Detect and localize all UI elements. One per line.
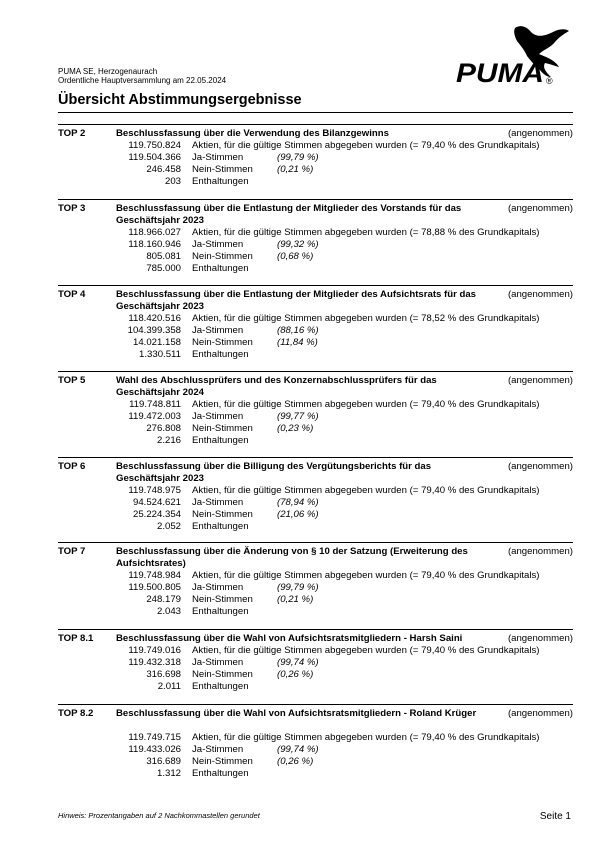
vote-count: 276.808 [146,423,181,434]
abstentions-row [58,768,573,780]
agenda-item-id: TOP 7 [58,546,86,557]
yes-votes-row [58,582,573,594]
valid-votes-row [58,227,573,239]
agenda-item-status: (angenommen) [507,461,573,472]
abstentions-row [58,263,573,275]
vote-label [192,164,253,176]
agenda-item-title: Beschlussfassung über die Änderung von § 10 der Satzung (Erweiterung des Aufsichtsrates) [116,546,468,569]
vote-label [192,435,249,447]
vote-count: 785.000 [146,263,181,274]
vote-percentage: (99,74 %) [277,744,319,755]
company-name: PUMA SE, Herzogenaurach [58,67,158,76]
agenda-item-status: (angenommen) [507,289,573,300]
vote-count: 2.043 [156,606,181,617]
vote-label-text: Ja-Stimmen [192,657,244,668]
vote-label [192,337,253,349]
section-divider [58,704,573,705]
vote-count: 119.432.318 [128,657,181,668]
share-capital-note: (= 79,40 % des Grundkapitals) [409,485,540,496]
vote-count: 316.698 [146,669,181,680]
vote-label-text: Aktien, für die gültige Stimmen abgegeben wurden [192,313,407,324]
share-capital-note: (= 79,40 % des Grundkapitals) [409,645,540,656]
vote-label [192,325,243,337]
vote-label [192,263,249,275]
vote-count: 203 [164,176,181,187]
vote-percentage: (99,77 %) [277,411,319,422]
vote-label-text: Nein-Stimmen [192,669,253,680]
agenda-item-title: Beschlussfassung über die Entlastung der Mitglieder des Vorstands für das Geschäftsjahr 2023 [116,203,462,226]
vote-label [192,669,253,681]
vote-label-text: Nein-Stimmen [192,164,253,175]
abstentions-row [58,521,573,533]
vote-count: 1.312 [156,768,181,779]
no-votes-row [58,164,573,176]
vote-percentage: (99,79 %) [277,152,319,163]
vote-label-text: Aktien, für die gültige Stimmen abgegeben wurden [192,570,407,581]
vote-label-text: Ja-Stimmen [192,152,244,163]
vote-count: 119.748.975 [128,485,181,496]
vote-label [192,140,539,152]
agenda-item-title: Wahl des Abschlussprüfers und des Konzernabschlussprüfers für das Geschäftsjahr 2024 [116,375,437,398]
vote-count: 119.472.003 [128,411,181,422]
no-votes-row [58,669,573,681]
vote-label-text: Enthaltungen [192,349,249,360]
vote-count: 119.749.016 [128,645,181,656]
vote-count: 118.420.516 [128,313,181,324]
vote-label-text: Ja-Stimmen [192,411,244,422]
vote-count: 94.524.621 [132,497,181,508]
valid-votes-row [58,313,573,325]
agenda-item-title: Beschlussfassung über die Billigung des Vergütungsberichts für das Geschäftsjahr 2023 [116,461,432,484]
vote-label [192,152,243,164]
agenda-item-id: TOP 5 [58,375,86,386]
valid-votes-row [58,485,573,497]
vote-count: 119.748.811 [129,399,181,410]
vote-label [192,570,539,582]
agenda-item-id: TOP 8.2 [58,708,94,719]
vote-label [192,582,243,594]
vote-label [192,485,539,497]
vote-label-text: Nein-Stimmen [192,594,253,605]
vote-label-text: Aktien, für die gültige Stimmen abgegeben wurden [192,140,407,151]
section-divider [58,199,573,200]
vote-count: 1.330.511 [139,349,181,360]
share-capital-note: (= 78,88 % des Grundkapitals) [409,227,540,238]
vote-label [192,313,539,325]
section-divider [58,457,573,458]
vote-label-text: Aktien, für die gültige Stimmen abgegeben wurden [192,732,407,743]
valid-votes-row [58,645,573,657]
vote-percentage: (0,68 %) [277,251,314,262]
no-votes-row [58,423,573,435]
no-votes-row [58,509,573,521]
agenda-item-status: (angenommen) [507,633,573,644]
no-votes-row [58,594,573,606]
vote-label-text: Nein-Stimmen [192,337,253,348]
section-divider [58,124,573,125]
vote-percentage: (78,94 %) [277,497,319,508]
footer-note: Hinweis: Prozentangaben auf 2 Nachkommastellen gerundet [58,811,260,820]
vote-label [192,681,249,693]
vote-label-text: Enthaltungen [192,606,249,617]
vote-count: 119.500.805 [128,582,181,593]
vote-percentage: (0,26 %) [277,756,314,767]
valid-votes-row [58,732,573,744]
vote-label-text: Enthaltungen [192,263,249,274]
vote-label-text: Ja-Stimmen [192,497,244,508]
vote-label-text: Enthaltungen [192,768,249,779]
yes-votes-row [58,657,573,669]
agenda-item-status: (angenommen) [507,203,573,214]
yes-votes-row [58,239,573,251]
vote-percentage: (88,16 %) [277,325,319,336]
abstentions-row [58,681,573,693]
page-title: Übersicht Abstimmungsergebnisse [58,92,302,108]
vote-label [192,509,253,521]
abstentions-row [58,435,573,447]
agenda-item-id: TOP 6 [58,461,86,472]
vote-percentage: (0,21 %) [277,594,314,605]
vote-label [192,176,249,188]
share-capital-note: (= 79,40 % des Grundkapitals) [409,140,540,151]
document-header [58,67,226,85]
section-divider [58,285,573,286]
vote-label [192,497,243,509]
vote-count: 118.160.946 [128,239,181,250]
vote-label-text: Aktien, für die gültige Stimmen abgegeben wurden [192,227,407,238]
agenda-item-title: Beschlussfassung über die Wahl von Aufsichtsratsmitgliedern - Roland Krüger [116,708,477,719]
vote-count: 104.399.358 [127,325,181,336]
agenda-item-id: TOP 8.1 [58,633,94,644]
vote-percentage: (99,32 %) [277,239,319,250]
vote-label-text: Ja-Stimmen [192,582,244,593]
vote-percentage: (0,23 %) [277,423,314,434]
agenda-item-title: Beschlussfassung über die Verwendung des Bilanzgewinns [116,128,389,139]
share-capital-note: (= 78,52 % des Grundkapitals) [409,313,540,324]
vote-percentage: (0,21 %) [277,164,314,175]
vote-label [192,349,249,361]
vote-label-text: Aktien, für die gültige Stimmen abgegeben wurden [192,485,407,496]
yes-votes-row [58,325,573,337]
vote-count: 119.748.984 [128,570,181,581]
vote-label [192,657,243,669]
no-votes-row [58,756,573,768]
vote-label-text: Nein-Stimmen [192,509,253,520]
vote-count: 2.011 [157,681,181,692]
agenda-item-status: (angenommen) [507,708,573,719]
vote-label [192,399,539,411]
vote-count: 118.966.027 [128,227,181,238]
vote-label [192,521,249,533]
vote-count: 119.504.366 [128,152,181,163]
section-divider [58,629,573,630]
vote-label [192,227,539,239]
share-capital-note: (= 79,40 % des Grundkapitals) [409,399,540,410]
vote-label-text: Enthaltungen [192,521,249,532]
vote-label-text: Enthaltungen [192,435,249,446]
vote-count: 119.749.715 [128,732,181,743]
share-capital-note: (= 79,40 % des Grundkapitals) [409,732,540,743]
title-divider [58,112,573,113]
vote-label-text: Ja-Stimmen [192,325,244,336]
vote-label-text: Nein-Stimmen [192,251,253,262]
vote-count: 2.052 [156,521,181,532]
section-divider [58,371,573,372]
agenda-item-id: TOP 4 [58,289,86,300]
vote-label-text: Aktien, für die gültige Stimmen abgegeben wurden [192,645,407,656]
agenda-item-title: Beschlussfassung über die Wahl von Aufsichtsratsmitgliedern - Harsh Saini [116,633,463,644]
vote-percentage: (99,74 %) [277,657,319,668]
vote-label [192,645,539,657]
vote-count: 246.458 [146,164,181,175]
abstentions-row [58,606,573,618]
vote-label [192,732,539,744]
vote-count: 25.224.354 [132,509,181,520]
meeting-name: Ordentliche Hauptversammlung am 22.05.2024 [58,76,227,85]
no-votes-row [58,337,573,349]
vote-label [192,756,253,768]
vote-count: 316.689 [146,756,181,767]
yes-votes-row [58,152,573,164]
page-number: Seite 1 [539,811,571,822]
valid-votes-row [58,570,573,582]
vote-label [192,411,243,423]
vote-percentage: (99,79 %) [277,582,319,593]
yes-votes-row [58,744,573,756]
vote-label [192,606,249,618]
valid-votes-row [58,140,573,152]
logo-registered-mark: ® [546,76,553,86]
logo-wordmark: PUMA [456,58,544,88]
vote-count: 2.216 [156,435,181,446]
section-divider [58,542,573,543]
agenda-item-status: (angenommen) [507,375,573,386]
vote-label-text: Nein-Stimmen [192,756,253,767]
no-votes-row [58,251,573,263]
agenda-item-id: TOP 3 [58,203,86,214]
vote-count: 248.179 [146,594,181,605]
vote-label [192,251,253,263]
vote-label [192,239,243,251]
vote-label-text: Ja-Stimmen [192,239,244,250]
vote-label [192,594,253,606]
agenda-item-title: Beschlussfassung über die Entlastung der Mitglieder des Aufsichtsrats für das Geschäftsjahr 2023 [116,289,477,312]
vote-label [192,423,253,435]
vote-count: 119.750.824 [128,140,181,151]
abstentions-row [58,176,573,188]
yes-votes-row [58,411,573,423]
share-capital-note: (= 79,40 % des Grundkapitals) [409,570,540,581]
puma-logo [455,24,571,90]
vote-label-text: Nein-Stimmen [192,423,253,434]
abstentions-row [58,349,573,361]
vote-label-text: Enthaltungen [192,681,249,692]
vote-percentage: (0,26 %) [277,669,314,680]
vote-count: 14.021.158 [132,337,181,348]
yes-votes-row [58,497,573,509]
vote-count: 119.433.026 [128,744,181,755]
vote-percentage: (11,84 %) [277,337,318,348]
vote-count: 805.081 [146,251,181,262]
vote-percentage: (21,06 %) [277,509,319,520]
vote-label-text: Enthaltungen [192,176,249,187]
vote-label-text: Ja-Stimmen [192,744,244,755]
vote-label-text: Aktien, für die gültige Stimmen abgegeben wurden [192,399,407,410]
agenda-item-id: TOP 2 [58,128,86,139]
agenda-item-status: (angenommen) [507,128,573,139]
vote-label [192,768,249,780]
agenda-item-status: (angenommen) [507,546,573,557]
vote-label [192,744,243,756]
valid-votes-row [58,399,573,411]
